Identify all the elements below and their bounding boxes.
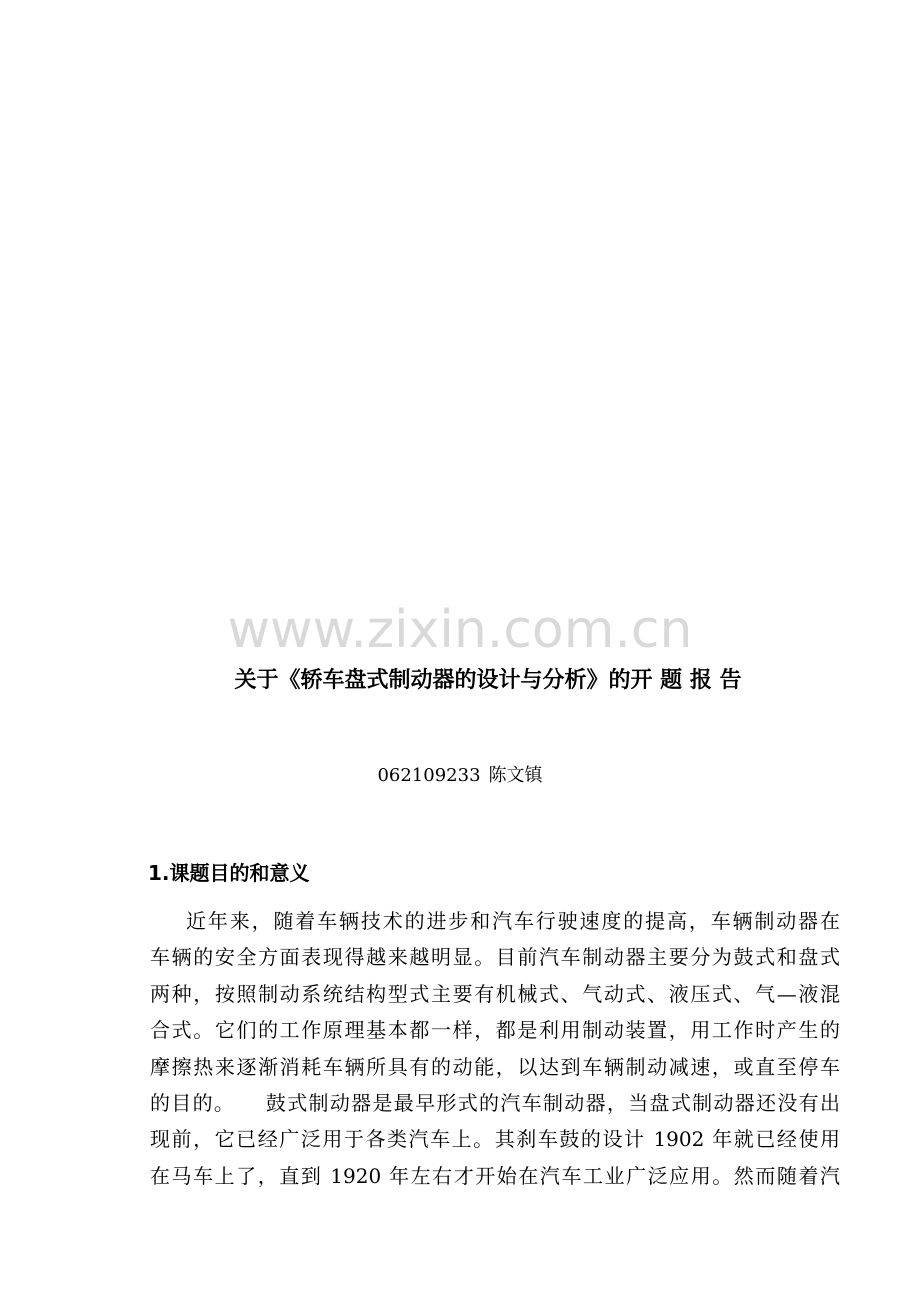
student-id: 062109233 <box>377 765 481 786</box>
author-name: 陈文镇 <box>488 765 543 786</box>
section-heading: 1.课题目的和意义 <box>148 861 310 885</box>
paragraph-line: 合式。它们的工作原理基本都一样，都是利用制动装置，用工作时产生的 <box>150 1018 840 1043</box>
paragraph-line: 两种，按照制动系统结构型式主要有机械式、气动式、液压式、气—液混 <box>150 981 840 1006</box>
watermark: www.zixin.com.cn <box>227 600 693 660</box>
paragraph-line: 近年来，随着车辆技术的进步和汽车行驶速度的提高，车辆制动器在 <box>186 909 840 933</box>
paragraph-line: 摩擦热来逐渐消耗车辆所具有的动能，以达到车辆制动减速，或直至停车 <box>150 1054 840 1079</box>
body-paragraph <box>150 903 840 1194</box>
document-title: 关于《轿车盘式制动器的设计与分析》的开 题 报 告 <box>234 668 742 693</box>
paragraph-line: 的目的。 鼓式制动器是最早形式的汽车制动器，当盘式制动器还没有出 <box>150 1090 840 1115</box>
paragraph-line: 现前，它已经广泛用于各类汽车上。其刹车鼓的设计 1902 年就已经使用 <box>150 1127 840 1152</box>
paragraph-line: 在马车上了，直到 1920 年左右才开始在汽车工业广泛应用。然而随着汽 <box>150 1163 840 1188</box>
paragraph-line: 车辆的安全方面表现得越来越明显。目前汽车制动器主要分为鼓式和盘式 <box>150 945 840 970</box>
author-line <box>0 761 920 787</box>
